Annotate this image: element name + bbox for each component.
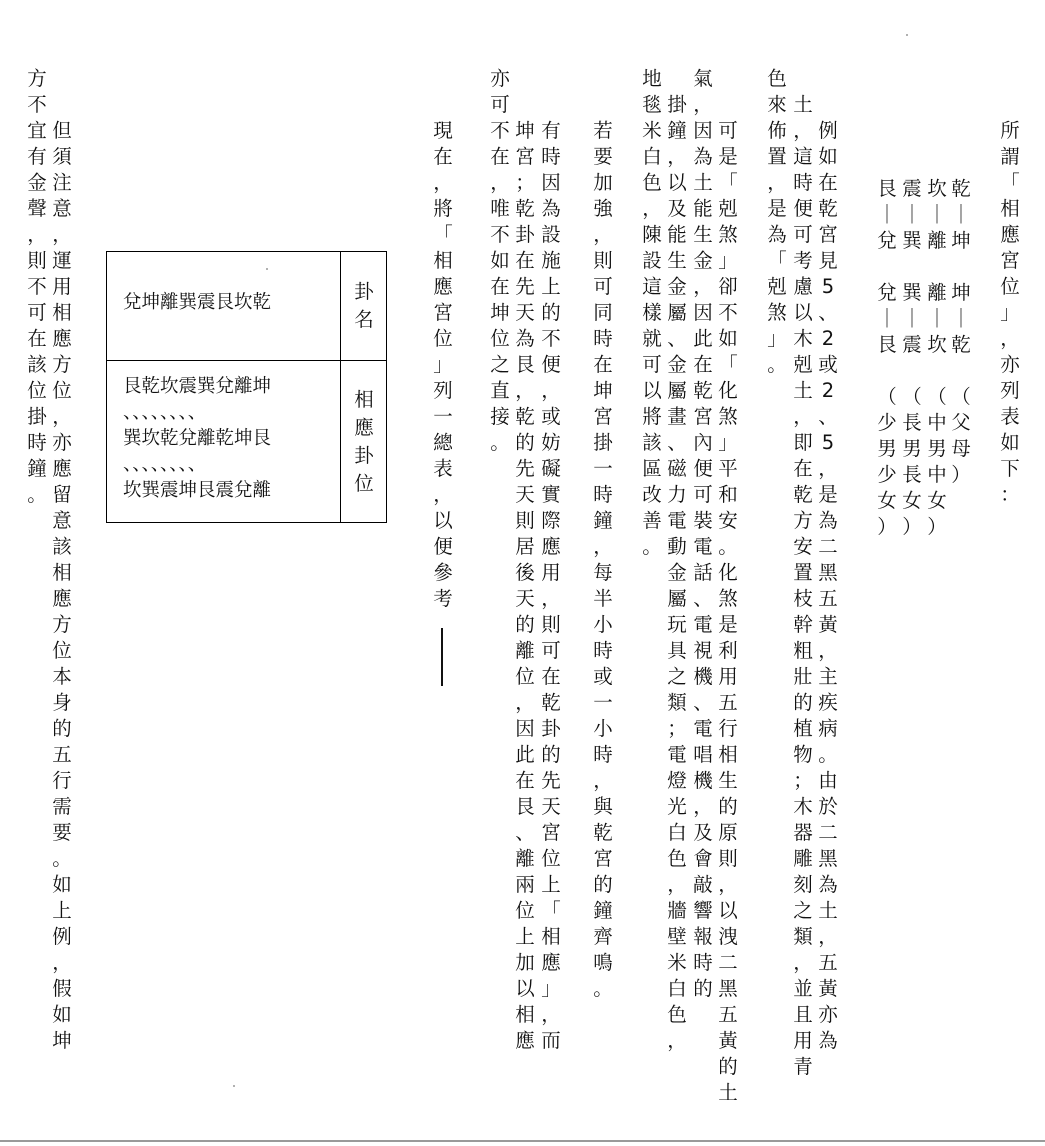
text-column: 方 不: [27, 67, 47, 116]
scan-speck: [233, 1085, 235, 1087]
text-column: 色 來 佈 置 ， 是 為 「 剋 煞 」 。: [767, 67, 787, 376]
text-column: 若 要 加 強 ， 則 可 同 時 在 坤 宮 掛 一 時 鐘 ， 每 半 小 時 或 一 小 時 ， 與 乾 宮 的 鐘 齊 鳴 。: [593, 119, 613, 1000]
text-column: 掛 鐘 ， 以 及 能 生 金 屬 、 金 屬 畫 、 磁 力 電 動 金 屬 玩 具 之 類 ； 電 燈 光 白 色 ， 牆 壁 米 白 色 ，: [667, 93, 687, 1052]
text-column: 不 在 ， 唯 不 如 在 坤 位 之 直 接 。: [490, 119, 510, 454]
text-column: 宜 有 金 聲 ， 則 不 可 在 該 位 掛 時 鐘 。: [27, 119, 47, 506]
table-cell-row: 離兌震艮坤震巽坎: [123, 480, 272, 501]
table-cell-row: 艮坤乾離兌乾坎巽: [123, 428, 272, 449]
table-divider-horizontal: [107, 360, 386, 361]
trigram-pair-qian-kun: 乾 ｜ 坤 坤 ｜ 乾 （ 父 母 ）: [951, 177, 971, 486]
page-bottom-edge: [0, 1140, 1045, 1142]
table-header-label: 卦 名: [354, 280, 374, 331]
text-column: 地 毯 米 白 色 ， 陳 設 這 樣 就 可 以 將 該 區 改 善 。: [642, 67, 662, 558]
table-separator-row: 、、、、、、、、: [123, 402, 207, 423]
text-column: 例 如 在 乾 宮 見 5 、 2 或 2 、 5 ， 是 為 二 黑 五 黃 ， 主 疾 病 。 由 於 二 黑 為 土 ， 五 黃 亦 為: [818, 119, 838, 1052]
table-row-label: 相 應 卦 位: [354, 388, 374, 495]
table-header-row: 乾坎艮震巽離坤兌: [123, 292, 272, 313]
trigram-pair-gen-dui: 艮 ｜ 兌 兌 ｜ 艮 （ 少 男 少 女 ）: [877, 177, 897, 538]
trigram-pair-zhen-xun: 震 ｜ 巽 巽 ｜ 震 （ 長 男 長 女 ）: [902, 177, 922, 538]
table-divider-vertical: [340, 252, 341, 522]
table-separator-row: 、、、、、、、、: [123, 454, 207, 475]
scan-speck: [906, 34, 908, 36]
text-column: 坤 宮 ； 乾 卦 在 先 天 為 艮 ， 乾 的 先 天 則 居 後 天 的 離 位 ， 因 此 在 艮 、 離 兩 位 上 加 以 相 應: [515, 119, 535, 1052]
text-column-intro: 所 謂 「 相 應 宮 位 」 ， 亦 列 表 如 下 ：: [1000, 119, 1020, 506]
table-cell-row: 坤離兌巽震坎乾艮: [123, 376, 272, 397]
scan-speck: [266, 268, 268, 270]
text-column: 現 在 ， 將 「 相 應 宮 位 」 列 一 總 表 ， 以 便 參 考: [433, 119, 453, 610]
text-column: 但 須 注 意 ， 運 用 相 應 方 位 ， 亦 應 留 意 該 相 應 方 位 本 身 的 五 行 需 要 。 如 上 例 ， 假 如 坤: [52, 119, 72, 1052]
dash-rule: [441, 628, 443, 686]
text-column: 亦 可: [490, 67, 510, 116]
trigram-pair-kan-li: 坎 ｜ 離 離 ｜ 坎 （ 中 男 中 女 ）: [927, 177, 947, 538]
text-column: 土 ， 這 時 便 可 考 慮 以 木 剋 土 ， 即 在 乾 方 安 置 枝 幹 粗 壯 的 植 物 ； 木 器 雕 刻 之 類 ， 並 且 用 青: [793, 93, 813, 1078]
text-column: 氣 ， 因 為 土 能 生 金 ， 因 此 在 乾 宮 內 便 可 裝 電 話 、 電 視 機 、 電 唱 機 ， 及 會 敲 響 報 時 的: [693, 67, 713, 1000]
text-column: 有 時 因 為 設 施 上 的 不 便 ， 或 妨 礙 實 際 應 用 ， 則 可 在 乾 卦 的 先 天 宮 位 上 「 相 應 」 ， 而: [541, 119, 561, 1052]
correspondence-table: [106, 251, 387, 523]
text-column: 可 是 「 剋 煞 」 卻 不 如 「 化 煞 」 平 和 安 。 化 煞 是 利 用 五 行 相 生 的 原 則 ， 以 洩 二 黑 五 黃 的 土: [718, 119, 738, 1104]
